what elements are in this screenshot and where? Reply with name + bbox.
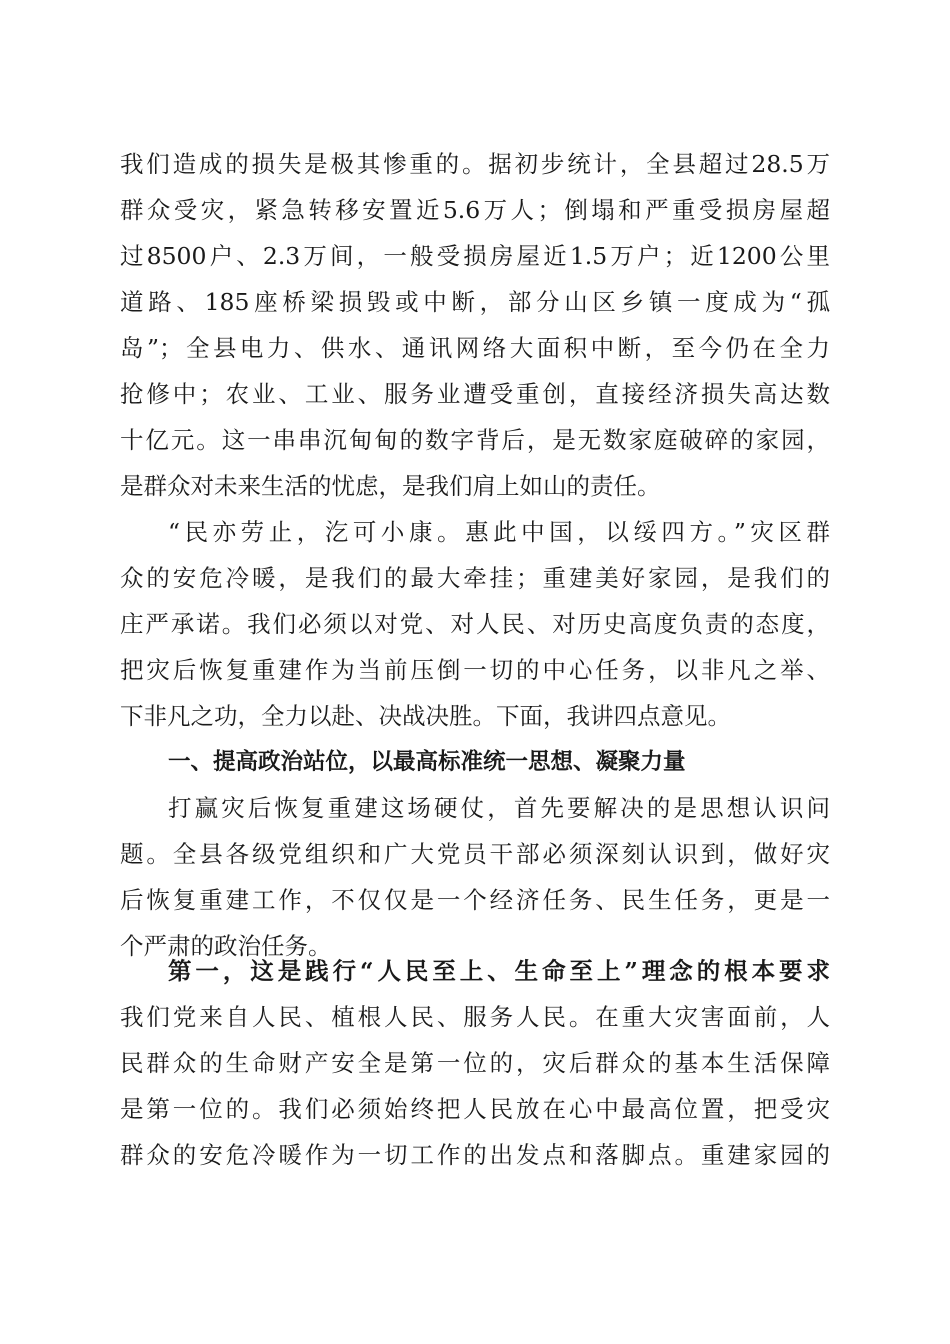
body-text-line: 我们造成的损失是极其惨重的。据初步统计，全县超过28.5万: [120, 150, 830, 178]
section-heading: 一、提高政治站位，以最高标准统一思想、凝聚力量: [168, 749, 686, 775]
body-text-line: 后恢复重建工作，不仅仅是一个经济任务、民生任务，更是一: [120, 886, 830, 914]
body-text-line: 我们党来自人民、植根人民、服务人民。在重大灾害面前，人: [120, 1003, 830, 1031]
body-text-line: 岛”；全县电力、供水、通讯网络大面积中断，至今仍在全力: [120, 334, 830, 362]
body-text-line: 过8500户、2.3万间，一般受损房屋近1.5万户；近1200公里: [120, 242, 830, 270]
body-text-line: 是群众对未来生活的忧虑，是我们肩上如山的责任。: [120, 472, 661, 500]
body-text-line: 下非凡之功，全力以赴、决战决胜。下面，我讲四点意见。: [120, 702, 731, 730]
body-text-line: 群众的安危冷暖作为一切工作的出发点和落脚点。重建家园的: [120, 1141, 830, 1169]
body-text-line: 十亿元。这一串串沉甸甸的数字背后，是无数家庭破碎的家园，: [120, 426, 830, 454]
body-text-line: 民群众的生命财产安全是第一位的，灾后群众的基本生活保障: [120, 1049, 830, 1077]
body-text-line: “民亦劳止，汔可小康。惠此中国，以绥四方。”灾区群: [168, 518, 830, 546]
subsection-heading: 第一，这是践行“人民至上、生命至上”理念的根本要求: [168, 957, 830, 985]
body-text-line: 庄严承诺。我们必须以对党、对人民、对历史高度负责的态度，: [120, 610, 830, 638]
body-text-line: 把灾后恢复重建作为当前压倒一切的中心任务，以非凡之举、: [120, 656, 830, 684]
body-text-line: 道路、185座桥梁损毁或中断，部分山区乡镇一度成为“孤: [120, 288, 830, 316]
body-text-line: 群众受灾，紧急转移安置近5.6万人；倒塌和严重受损房屋超: [120, 196, 830, 224]
body-text-line: 是第一位的。我们必须始终把人民放在心中最高位置，把受灾: [120, 1095, 830, 1123]
body-text-line: 抢修中；农业、工业、服务业遭受重创，直接经济损失高达数: [120, 380, 830, 408]
body-text-line: 个严肃的政治任务。: [120, 932, 332, 960]
body-text-line: 题。全县各级党组织和广大党员干部必须深刻认识到，做好灾: [120, 840, 830, 868]
body-text-line: 众的安危冷暖，是我们的最大牵挂；重建美好家园，是我们的: [120, 564, 830, 592]
body-text-line: 打赢灾后恢复重建这场硬仗，首先要解决的是思想认识问: [168, 794, 830, 822]
